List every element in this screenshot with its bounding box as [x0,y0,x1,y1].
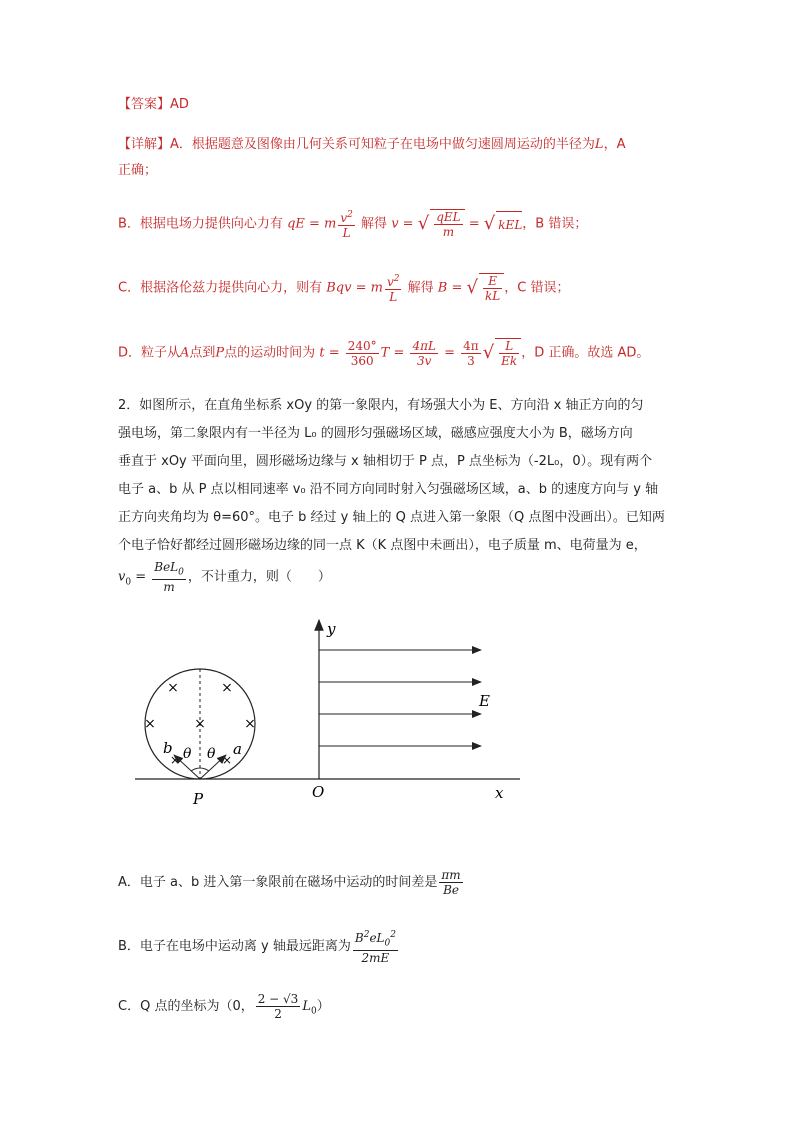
label-a: a [233,740,242,758]
label-theta-left: θ [183,746,192,762]
cross-3: × [144,716,156,732]
label-b: b [163,739,173,757]
detail-a-text: A．根据题意及图像由几何关系可知粒子在电场中做匀速圆周运动的半径为 [170,137,595,152]
question-line-1: 如图所示，在直角坐标系 xOy 的第一象限内，有场强大小为 E、方向沿 x 轴正方向的匀 [139,398,644,413]
option-a: A．电子 a、b 进入第一象限前在磁场中运动的时间差是 $\frac{\pi m}{Be}$ [118,868,461,897]
option-a-text: A．电子 a、b 进入第一象限前在磁场中运动的时间差是 [118,875,438,890]
detail-d-mid1: 点到 [189,345,216,361]
detail-a [118,132,678,184]
detail-d-end: ，D 正确。故选 AD。 [521,345,650,361]
question-line-3: 垂直于 xOy 平面向里，圆形磁场边缘与 x 轴相切于 P 点，P 点坐标为（-2L₀，0）。现有两个 [118,454,653,469]
question-line-6: 个电子恰好都经过圆形磁场边缘的同一点 K（K 点图中未画出），电子质量 m、电荷量为 e， [118,538,647,553]
detail-c-end: ，C 错误； [504,280,570,296]
detail-c: C．根据洛伦兹力提供向心力，则有 Bqv = m $\frac{v^2}{L}$ 解得 B = √ $\frac{E}{kL}$ ，C 错误； [118,274,570,304]
label-y: y [327,620,336,638]
question-line-7-end: ，不计重力，则（ ） [187,569,331,585]
question-line-2: 强电场，第二象限内有一半径为 L₀ 的圆形匀强磁场区域，磁感应强度大小为 B，磁场方向 [118,426,633,441]
question-line-5: 正方向夹角均为 θ=60°。电子 b 经过 y 轴上的 Q 点进入第一象限（Q 点图中没画出）。已知两 [118,510,665,525]
detail-a-line2: 正确； [118,163,158,178]
option-b-text: B．电子在电场中运动离 y 轴最远距离为 [118,939,351,955]
cross-6: × [169,753,181,767]
label-x: x [495,784,504,802]
question-2: 2．如图所示，在直角坐标系 xOy 的第一象限内，有场强大小为 E、方向沿 x 轴正方向的匀 强电场，第二象限内有一半径为 L₀ 的圆形匀强磁场区域，磁感应强度大小为 B，磁场方向 垂直于 xOy 平面向里，圆形磁场边缘与 x 轴相切于 P 点，P 点坐标为（-2L₀，0）。现有两个 电子 a、b 从 P 点以相同速率 v₀ 沿不同方向同时射入匀强磁场区域，a、b 的速度方向与 y 轴 正方向夹角均为 θ=60°。电子 b 经过 y 轴上的 Q 点进入第一象限（Q 点图中没画出）。已知两 个电子恰好都经过圆形磁场边缘的同一点 K（K 点图中未画出），电子质量 m、电荷量为 e， $v_0$ = $\frac{BeL_0}{m}$ ，不计重力，则（ ） [118,398,665,595]
cross-4: × [194,716,206,732]
label-p: P [193,790,204,807]
label-e: E [479,692,490,710]
label-theta-right: θ [207,746,216,762]
detail-d-mid2: 点的运动时间为 [224,345,316,361]
detail-b-end: ，B 错误； [522,216,588,232]
detail-tag: 【详解】 [118,137,171,152]
option-b: B．电子在电场中运动离 y 轴最远距离为 $\frac{B^2eL_0^2}{2mE}$ [118,930,396,966]
cross-2: × [221,680,233,696]
physics-figure [125,612,525,807]
detail-b-mid: 解得 [361,216,388,232]
cross-5: × [244,716,256,732]
option-c-text: C．Q 点的坐标为（0， [118,999,254,1014]
detail-a-end: ，A [603,137,626,152]
detail-d: D．粒子从A点到P点的运动时间为 t = $\frac{240^\circ}{360}$ T = $\frac{4\pi L}{3v}$ = $\frac{4\pi}{3}$ √ $\frac{L}{Ek}$ ，D 正确。故选 AD。 [118,338,650,368]
detail-a-var: L [594,137,604,152]
detail-b-pre: B．根据电场力提供向心力有 [118,216,283,232]
detail-b: B．根据电场力提供向心力有 qE = m $\frac{v^2}{L}$ 解得 v = √ $\frac{\text{qEL}}{m}$ = √ kEL，B 错误； [118,210,588,240]
answer-line [118,92,678,118]
question-number: 2． [118,398,140,413]
detail-c-mid: 解得 [407,280,434,296]
detail-d-p: P [215,345,225,361]
label-o: O [312,783,325,801]
cross-1: × [167,680,179,696]
answer-value: AD [170,97,189,112]
detail-d-a: A [180,345,190,361]
cross-7: × [221,753,233,767]
detail-c-pre: C．根据洛伦兹力提供向心力，则有 [118,280,323,296]
frac-v2-L: $\frac{v^2}{L}$ [340,210,353,240]
option-c: C．Q 点的坐标为（0， $\frac{2 - √3}{2}$ $L_0$） [118,992,330,1021]
answer-tag: 【答案】 [118,97,171,112]
angle-arc [191,768,209,771]
eq-b1: qE [287,216,305,232]
detail-d-pre: D．粒子从 [118,345,181,361]
option-c-end: ） [316,999,330,1014]
question-line-4: 电子 a、b 从 P 点以相同速率 v₀ 沿不同方向同时射入匀强磁场区域，a、b 的速度方向与 y 轴 [118,482,659,497]
